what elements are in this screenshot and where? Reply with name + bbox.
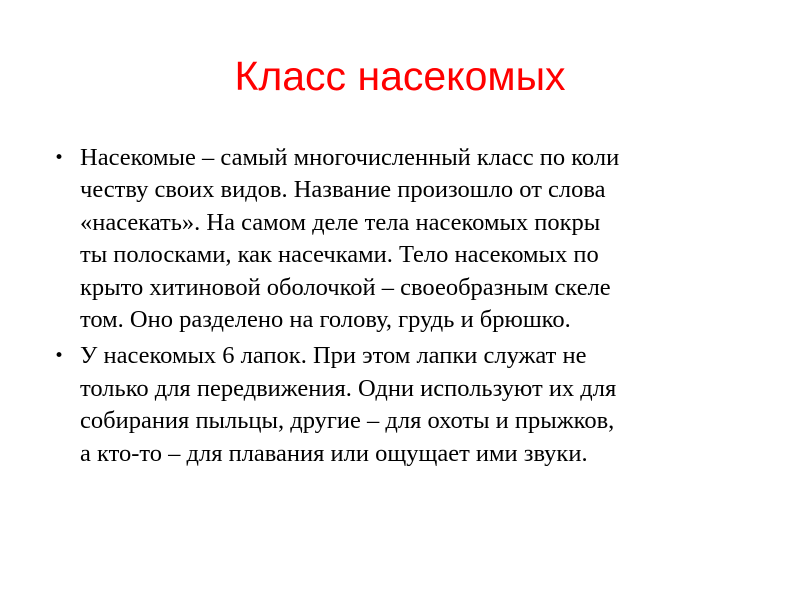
text-line: только для передвижения. Одни используют их для [80, 374, 617, 402]
text-line: ты полосками, как насечками. Тело насекомых по [80, 241, 599, 269]
text-line: собирания пыльцы, другие – для охоты и прыжков, [80, 407, 615, 435]
bullet-item [54, 142, 754, 336]
slide-title: Класс насекомых [234, 53, 566, 99]
text-line: а кто-то – для плавания или ощущает ими звуки. [80, 439, 588, 467]
bullet-item [54, 340, 754, 470]
text-line: Насекомые – самый многочисленный класс по коли [80, 144, 620, 171]
text-line: «насекать». На самом деле тела насекомых покры [80, 208, 601, 236]
text-line: У насекомых 6 лапок. При этом лапки служат не [80, 342, 587, 370]
text-line: крыто хитиновой оболочкой – своеобразным скеле [80, 273, 611, 301]
text-line: том. Оно разделено на голову, грудь и брюшко. [80, 306, 571, 334]
bullet-icon: • [54, 346, 65, 367]
bullet-list [54, 142, 754, 474]
bullet-icon: • [54, 148, 65, 168]
text-line: честву своих видов. Название произошло от слова [80, 176, 606, 204]
